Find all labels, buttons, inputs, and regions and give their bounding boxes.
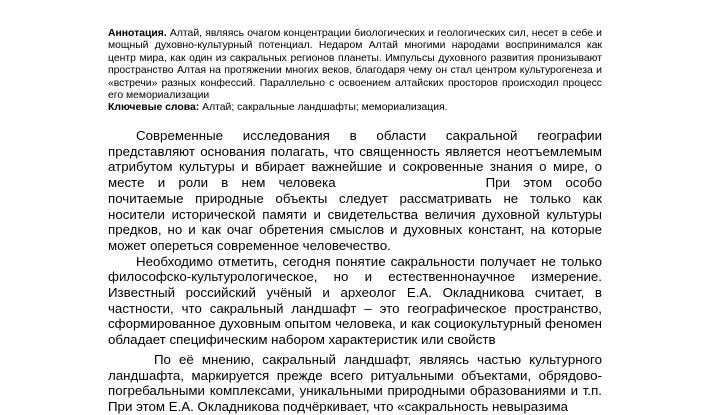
keywords-text: Алтай; сакральные ландшафты; мемориализация. (202, 102, 448, 113)
paragraph-1-part-b: При этом особо почитаемые природные объекты следует рассматривать не только как носители исторической памяти и свидетельства величия духовной культуры предков, но и как очаг обретения смыслов и духовных констант, на которые может опереться современное человечество. (108, 175, 602, 253)
abstract-label: Аннотация. (108, 28, 167, 39)
keywords (108, 102, 602, 114)
paragraph-1-part-a: Современные исследования в области сакральной географии представляют основания полагать, что священность является неотъемлемым атрибутом культуры и вбирает важнейшие и сокровенные знания о мире, о месте и роли в нем человека (108, 128, 602, 191)
keywords-label: Ключевые слова: (108, 102, 200, 113)
abstract-text: Алтай, являясь очагом концентрации биологических и геологических сил, несет в себе и мощный духовно-культурный потенциал. Недаром Алтай многими народами воспринимался как центр мира, как один из сакральных регионов планеты. Импульсы духовного развития пронизывают пространство Алтая на протяжении многих веков, благодаря чему он стал центром культурогенеза и «встречи» разных конфессий. Параллельно с освоением алтайских просторов происходил процесс его мемориализации (108, 28, 602, 102)
paragraph-1 (108, 128, 602, 254)
body-text (108, 128, 602, 415)
paragraph-2: Необходимо отметить, сегодня понятие сакральности получает не только философско-культурологическое, но и естественнонаучное измерение. Известный российский учёный и археолог Е.А. Окладникова считает, в частности, что сакральный ландшафт – это географическое пространство, сформированное духовным опытом человека, и как социокультурный феномен обладает специфическим набором характеристик или свойств (108, 253, 602, 348)
paragraph-3: По её мнению, сакральный ландшафт, являясь частью культурного ландшафта, маркируется прежде всего ритуальными объектами, обрядово-погребальными комплексами, уникальными природными образованиями и т.п. При этом Е.А. Окладникова подчёркивает, что «сакральность невыразима (108, 351, 602, 414)
abstract (108, 28, 602, 102)
